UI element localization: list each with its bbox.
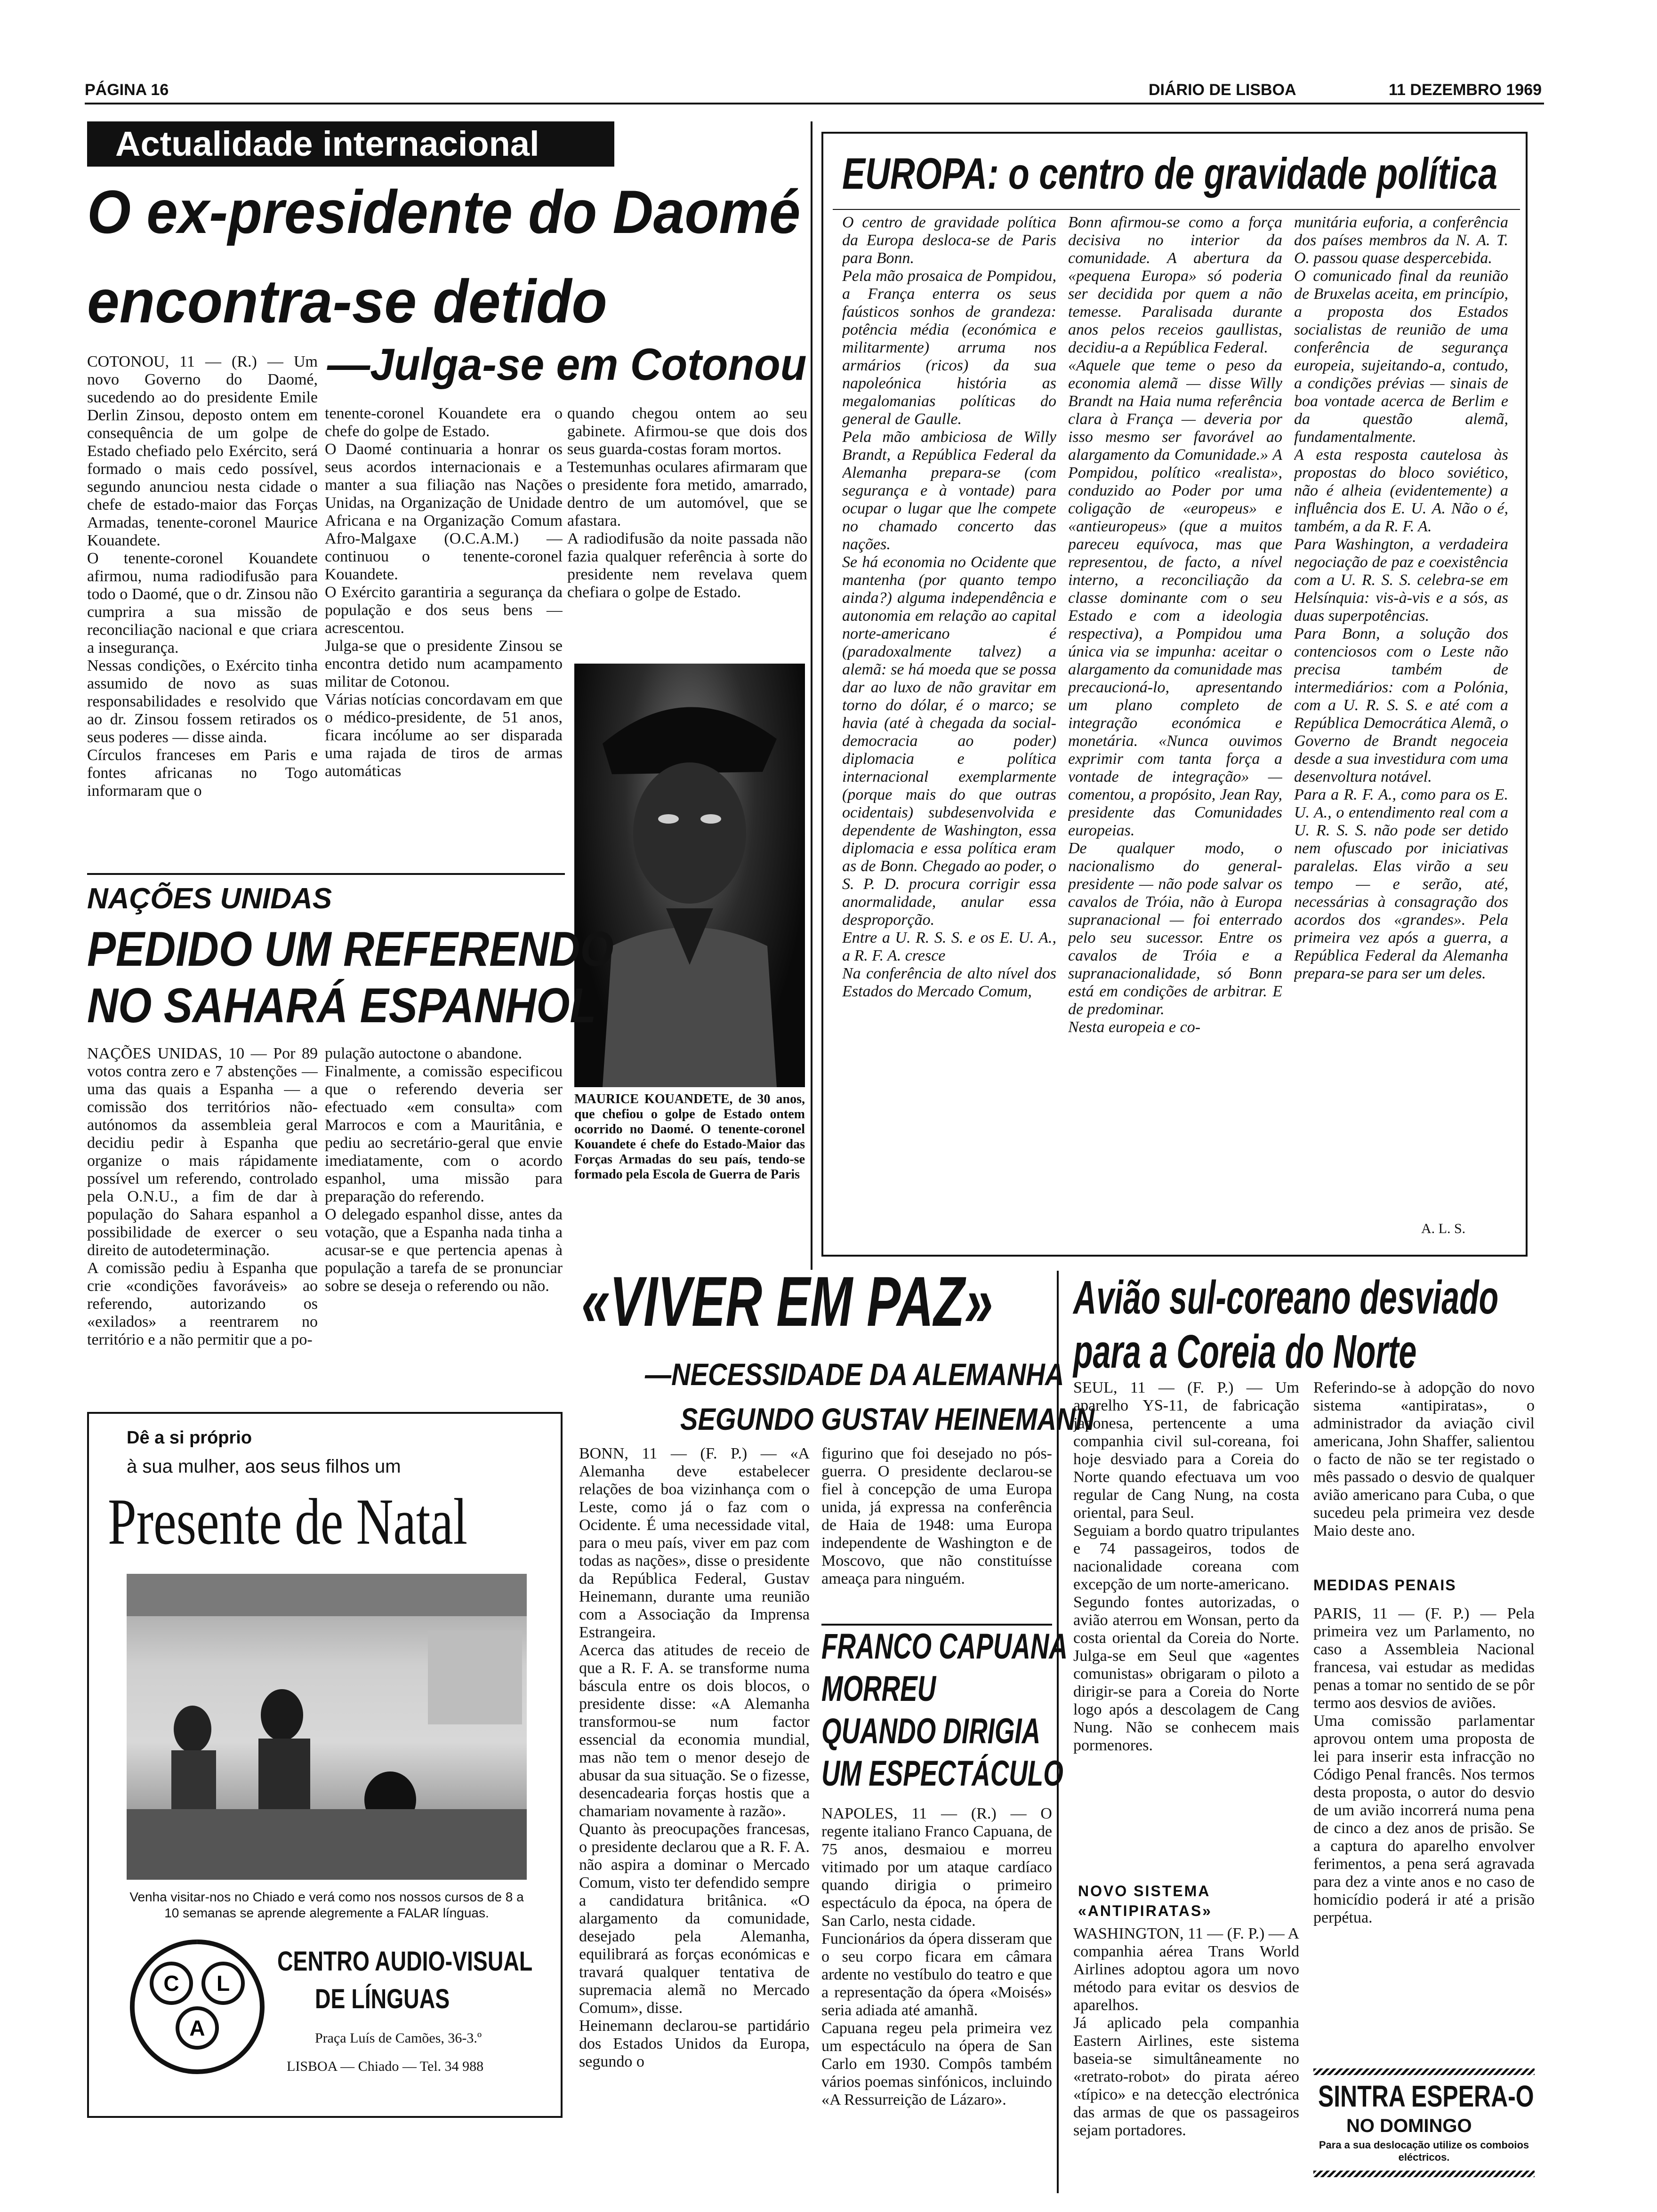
newspaper-name: DIÁRIO DE LISBOA (1149, 81, 1296, 99)
logo-letter-l: L (216, 1971, 230, 1996)
viver-subhead-2: SEGUNDO GUSTAV HEINEMANN (680, 1402, 1094, 1436)
capuana-top-rule (821, 1624, 1052, 1626)
aviao-column-1b: WASHINGTON, 11 — (F. P.) — A companhia aérea Trans World Airlines adoptou agora um novo método para evitar os desvios de aparelhos. Já aplicado pela companhia Eastern Airlines, este sistema baseia-se simultâneamente no «retrato-robot» do pirata aéreo «típico» e na detecção electrónica das armas de que os passageiros sejam portadores. (1073, 1925, 1299, 2139)
daome-column-1: COTONOU, 11 — (R.) — Um novo Governo do Daomé, sucedendo ao do presidente Emile Derlin Zinsou, deposto ontem em consequência de um golpe de Estado chefiado pelo Exército, será formado o mais cedo possível, segundo anunciou nesta cidade o chefe de estado-maior das Forças Armadas, tenente-coronel Maurice Kouandete. O tenente-coronel Kouandete afirmou, numa radiodifusão para todo o Daomé, que o dr. Zinsou não cumprira a sua missão de reconciliação nacional e que criara a insegurança. Nessas condições, o Exército tinha assumido de novo as suas responsabilidades e resolvido que ao dr. Zinsou fossem retirados os seus poderes — disse ainda. Círculos franceses em Paris e fontes africanas no Togo informaram que o (87, 353, 318, 800)
daome-headline-1: O ex-presidente do Daomé (87, 177, 801, 246)
europa-signature: A. L. S. (1421, 1221, 1466, 1236)
sahara-headline-1: PEDIDO UM REFERENDO (87, 922, 614, 977)
ad-body: Venha visitar-nos no Chiado e verá como nos nossos cursos de 8 a 10 semanas se aprende alegremente a FALAR línguas. (129, 1890, 524, 1920)
viver-column-1: BONN, 11 — (F. P.) — «A Alemanha deve estabelecer relações de boa vizinhança com o Leste, como já o faz com o Ocidente. É uma necessidade vital, para o meu país, viver em paz com todas as nações», disse o presidente da República Federal, Gustav Heinemann, durante uma reunião com a Associação da Imprensa Estrangeira. Acerca das atitudes de receio de que a R. F. A. se transforme numa báscula entre os dois blocos, o presidente disse: «A Alemanha transformou-se num factor essencial da economia mundial, mas não tem o menor desejo de abusar da sua situação. Se o fizesse, desencadearia forças hostis que a chamariam novamente à razão». Quanto às preocupações francesas, o presidente declarou que a R. F. A. não aspira a dominar o Mercado Comum, visto ter defendido sempre a candidatura britânica. «O alargamento da comunidade, desejado pela Alemanha, equilibrará as forças económicas e travará qualquer tentativa de supremacia alemã no Mercado Comum», disse. Heinemann declarou-se partidário dos Estados Unidos da Europa, segundo o (579, 1445, 810, 2070)
school-name-1: CENTRO AUDIO-VISUAL (277, 1946, 533, 1977)
europa-box (821, 132, 1528, 1257)
language-school-ad (87, 1412, 563, 2118)
header-rule (85, 103, 1544, 104)
sahara-column-1: NAÇÕES UNIDAS, 10 — Por 89 votos contra zero e 7 abstenções — uma das quais a Espanha — a comissão dos territórios não-autónomos da assembleia geral decidiu pedir à Espanha que organize o mais rápidamente possível um referendo, controlado pela O.N.U., a fim de dar à população do Sahara espanhol a possibilidade de exercer o seu direito de autodeterminação. A comissão pediu à Espanha que crie «condições favoráveis» ao referendo, autorizando os «exilados» a reentrarem no território e a não permitir que a po- (87, 1045, 318, 1348)
issue-date: 11 DEZEMBRO 1969 (1389, 81, 1542, 99)
logo-letter-a: A (189, 2016, 205, 2040)
logo-letter-c: C (163, 1971, 179, 1996)
europa-headline: EUROPA: o centro de gravidade política (842, 149, 1497, 198)
europa-column-3: munitária euforia, a conferência dos países membros da N. A. T. O. passou quase despercebida. O comunicado final da reunião de Bruxelas aceita, em princípio, a proposta dos Estados socialistas de reunião de uma conferência de segurança europeia, sujeitando-a, contudo, a condições prévias — sinais de boa vontade acerca de Berlim e da questão alemã, fundamentalmente. A esta resposta cautelosa às propostas do bloco soviético, não é alheia (evidentemente) a influência dos E. U. A. Não o é, também, a da R. F. A. Para Washington, a verdadeira negociação de paz e coexistência com a U. R. S. S. celebra-se em Helsínquia: vis-à-vis e a sós, as duas superpotências. Para Bonn, a solução dos contenciosos com o Leste não precisa também de intermediários: com a Polónia, com a U. R. S. S. e até com a República Democrática Alemã, o Governo de Brandt negoceia desde a sua investidura com uma desenvoltura notável. Para a R. F. A., como para os E. U. A., o entendimento real com a U. R. S. S. não pode ser detido nem ofuscado por iniciativas paralelas. Elas virão a seu tempo — e serão, até, necessárias à consagração dos acordos dos «grandes». Pela primeira vez após a guerra, a República Federal da Alemanha prepara-se para ser um deles. (1294, 214, 1508, 982)
portrait-photo (574, 664, 805, 1087)
europa-column-1: O centro de gravidade política da Europa desloca-se de Paris para Bonn. Pela mão prosaica de Pompidou, a França enterra os seus faústicos sonhos de grandeza: potência média (económica e militarmente) arruma nos armários (ricos) da sua napoleónica história as megalomanias políticas do general de Gaulle. Pela mão ambiciosa de Willy Brandt, a República Federal da Alemanha prepara-se (com segurança e à vontade) para ocupar o lugar que lhe compete no chamado concerto das nações. Se há economia no Ocidente que mantenha (por quanto tempo ainda?) alguma independência e autonomia em relação ao capital norte-americano é (paradoxalmente talvez) a alemã: se há moeda que se possa dar ao luxo de não gravitar em torno do dólar, é o marco; se havia (até à chegada da social-democracia ao poder) diplomacia e política internacional exemplarmente (porque mais do que outras ocidentais) subdesenvolvida e dependente de Washington, essa diplomacia e essa política eram as de Bonn. Chegado ao poder, o S. P. D. procura corrigir essa anormalidade, anular essa desproporção. Entre a U. R. S. S. e os E. U. A., a R. F. A. cresce Na conferência de alto nível dos Estados do Mercado Comum, (842, 214, 1056, 1000)
europa-headline-rule (833, 209, 1520, 210)
ad-line-2: à sua mulher, aos seus filhos um (127, 1456, 401, 1477)
ad-logo (127, 1936, 268, 2077)
ad-line-1: Dê a si próprio (127, 1428, 252, 1448)
aviao-subhead-1: NOVO SISTEMA (1078, 1883, 1211, 1899)
sintra-sub: NO DOMINGO (1346, 2116, 1472, 2136)
sahara-kicker: NAÇÕES UNIDAS (87, 882, 332, 915)
school-name-2: DE LÍNGUAS (315, 1984, 450, 2014)
sahara-column-2: pulação autoctone o abandone. Finalmente, a comissão especificou que o referendo deveria ser efectuado «em consulta» com Marrocos e com a Mauritânia, e pediu ao secretário-geral que envie imediatamente, com o acordo espanhol, uma missão para preparação do referendo. O delegado espanhol disse, antes da votação, que a Espanha nada tinha a acusar-se e que pertencia apenas à população a tarefa de se pronunciar sobre se deseja o referendo ou não. (325, 1045, 563, 1295)
section-banner: Actualidade internacional (87, 121, 614, 167)
sintra-bottom-border (1313, 2171, 1535, 2177)
capuana-headline-4: UM ESPECTÁCULO (821, 1754, 1063, 1794)
capuana-headline-2: MORREU (821, 1669, 936, 1709)
sintra-title: SINTRA ESPERA-O (1318, 2079, 1534, 2113)
sahara-headline-2: NO SAHARÁ ESPANHOL (87, 978, 596, 1033)
aviao-subhead-2: «ANTIPIRATAS» (1078, 1902, 1212, 1919)
daome-column-3: quando chegou ontem ao seu gabinete. Afirmou-se que dois dos seus guarda-costas foram mortos. Testemunhas oculares afirmaram que o presidente fora metido, amarrado, dentro de um automóvel, que se afastara. A radiodifusão da noite passada não fazia qualquer referência à sorte do presidente nem revelava quem chefiara o golpe de Estado. (567, 405, 807, 601)
portrait-caption: MAURICE KOUANDETE, de 30 anos, que chefiou o golpe de Estado ontem ocorrido no Daomé. O tenente-coronel Kouandete é chefe do Estado-Maior das Forças Armadas do seu país, tendo-se formado pela Escola de Guerra de Paris (574, 1092, 805, 1182)
cavl-logo-icon (127, 1936, 268, 2077)
aviao-column-2: Referindo-se à adopção do novo sistema «antipiratas», o administrador da aviação civil americana, John Shaffer, salientou o facto de não se ter registado o mês passado o desvio de qualquer avião americano para Cuba, o que sucedeu pela primeira vez desde Maio deste ano. (1313, 1379, 1535, 1539)
aviao-headline-2: para a Coreia do Norte (1073, 1325, 1417, 1378)
daome-subhead: —Julga-se em Cotonou (327, 339, 807, 390)
sintra-note: Para a sua deslocação utilize os comboios eléctricos. (1319, 2139, 1529, 2163)
aviao-subhead-3: MEDIDAS PENAIS (1313, 1577, 1456, 1594)
school-address: Praça Luís de Camões, 36-3.º (315, 2030, 482, 2046)
school-city-phone: LISBOA — Chiado — Tel. 34 988 (287, 2059, 484, 2074)
europa-column-2: Bonn afirmou-se como a força decisiva no interior da comunidade. A abertura da «pequena Europa» só poderia ser decidida por quem a não temesse. Paralisada durante anos pelos receios gaullistas, decidiu-a a República Federal. «Aquele que teme o peso da economia alemã — disse Willy Brandt na Haia numa referência clara à França — deveria por isso mesmo ser favorável ao alargamento da Comunidade.» A Pompidou, político «realista», conduzido ao Poder por uma coligação de «europeus» e «antieuropeus» (que a muitos pareceu equívoca, mas que representou, de facto, a nível interno, a reconciliação da classe dominante com o seu Estado e com a ideologia respectiva), a Pompidou uma única via se impunha: aceitar o alargamento da comunidade mas precaucioná-lo, apresentando um plano completo de integração económica e monetária. «Nunca ouvimos exprimir com tanta força a vontade de integração» — comentou, a propósito, Jean Ray, presidente das Comunidades europeias. De qualquer modo, o nacionalismo do general-presidente — não pode salvar os cavalos de Tróia, não à Europa supranacional — foi enterrado pelo seu sucessor. Entre os cavalos de Tróia e a supranacionalidade, só Bonn está em condições de arbitrar. E de predominar. Nesta europeia e co- (1068, 214, 1282, 1036)
capuana-headline-3: QUANDO DIRIGIA (821, 1711, 1041, 1751)
daome-headline-2: encontra-se detido (87, 267, 607, 336)
viver-headline: «VIVER EM PAZ» (581, 1262, 993, 1341)
sahara-top-rule (87, 873, 565, 875)
aviao-column-1: SEUL, 11 — (F. P.) — Um aparelho YS-11, de fabricação japonesa, pertencente a uma companhia civil sul-coreana, foi hoje desviado para a Coreia do Norte quando efectuava um voo regular de Cang Nung, na costa oriental, para Seul. Seguiam a bordo quatro tripulantes e 74 passageiros, todos de nacionalidade coreana com excepção de um norte-americano. Segundo fontes autorizadas, o avião aterrou em Wonsan, perto da costa oriental da Coreia do Norte. Julga-se em Seul que «agentes comunistas» obrigaram o piloto a dirigir-se para a Coreia do Norte logo após a descolagem de Cang Nung. Não se conhecem mais pormenores. (1073, 1379, 1299, 1754)
ad-title: Presente de Natal (108, 1485, 468, 1558)
sintra-top-border (1313, 2068, 1535, 2075)
viver-column-2: figurino que foi desejado no pós-guerra. O presidente declarou-se fiel à concepção de uma Europa unida, já expressa na conferência de Haia de 1948: uma Europa independente de Washington e de Moscovo, que não constituísse ameaça para ninguém. (821, 1445, 1052, 1587)
aviao-column-2b: PARIS, 11 — (F. P.) — Pela primeira vez um Parlamento, no caso a Assembleia Nacional francesa, vai estudar as medidas penas a tomar no sentido de se pôr termo aos desvios de aviões. Uma comissão parlamentar aprovou ontem uma proposta de lei para inserir esta infracção no Código Penal francês. Nos termos desta proposta, o autor do desvio de um avião incorrerá numa pena de cinco a dez anos de prisão. Se a captura do aparelho envolver ferimentos, a pena será agravada para dez a vinte anos e no caso de homicídio poderá ir até a prisão perpétua. (1313, 1605, 1535, 1926)
daome-column-2: tenente-coronel Kouandete era o chefe do golpe de Estado. O Daomé continuaria a honrar os seus acordos internacionais e a manter a sua filiação nas Nações Unidas, na Organização de Unidade Africana e na Organização Comum Afro-Malgaxe (O.C.A.M.) — continuou o tenente-coronel Kouandete. O Exército garantiria a segurança da população e dos seus bens — acrescentou. Julga-se que o presidente Zinsou se encontra detido num acampamento militar de Cotonou. Várias notícias concordavam em que o médico-presidente, de 51 anos, ficara incólume ao ser disparada uma rajada de tiros de armas automáticas (325, 405, 563, 780)
soldier-silhouette (574, 664, 805, 1087)
capuana-headline-1: FRANCO CAPUANA (821, 1627, 1068, 1667)
page-number: PÁGINA 16 (85, 81, 169, 99)
viver-subhead-1: —NECESSIDADE DA ALEMANHA (645, 1357, 1064, 1392)
divider-viver-aviao (1057, 1271, 1059, 2193)
divider-left-main (811, 121, 812, 1270)
classroom-photo (127, 1574, 527, 1880)
aviao-headline-1: Avião sul-coreano desviado (1073, 1271, 1499, 1324)
capuana-body: NAPOLES, 11 — (R.) — O regente italiano Franco Capuana, de 75 anos, desmaiou e morreu vitimado por um ataque cardíaco quando dirigia o primeiro espectáculo da época, na ópera de San Carlo, nesta cidade. Funcionários da ópera disseram que o seu corpo ficara em câmara ardente no vestíbulo do teatro e que a representação da ópera «Moisés» seria adiada até amanhã. Capuana regeu pela primeira vez um espectáculo na ópera de San Carlo em 1930. Compôs também vários poemas sinfónicos, incluindo «A Ressurreição de Lázaro». (821, 1805, 1052, 2108)
classroom-scene (127, 1574, 527, 1880)
